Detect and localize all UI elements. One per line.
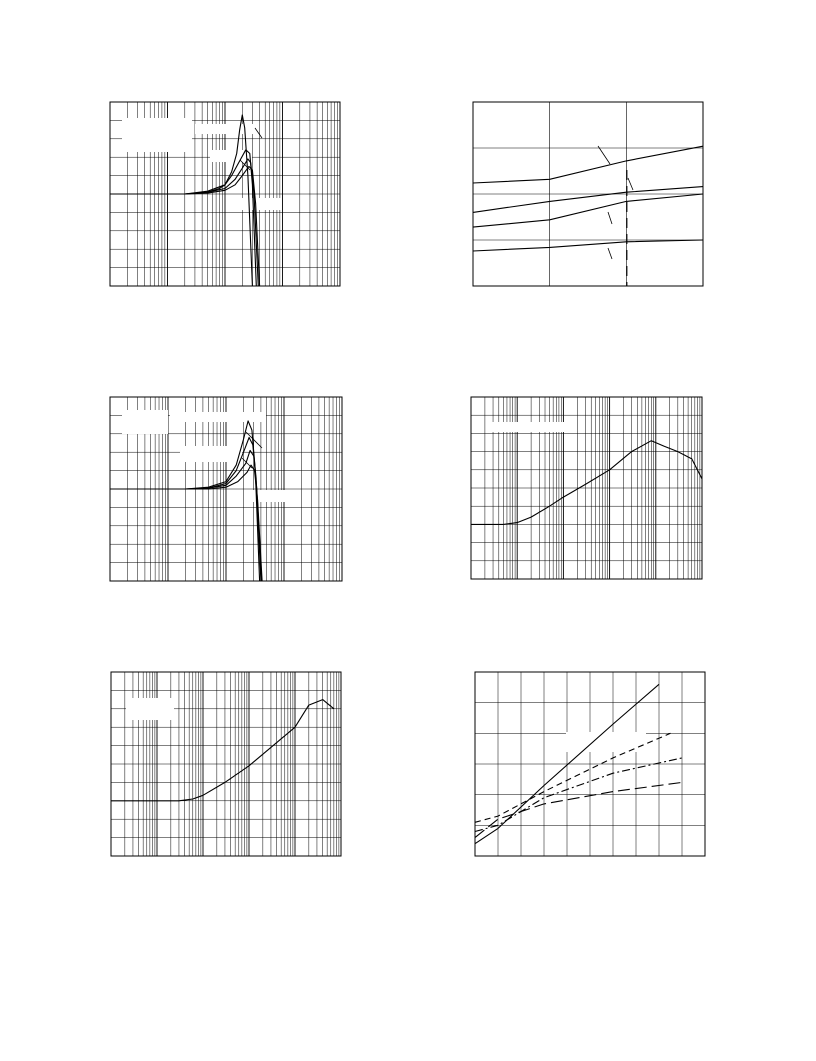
chart-6-grid	[475, 672, 705, 856]
chart-2-callout-arrow	[628, 178, 633, 190]
chart-4-series	[471, 441, 702, 525]
chart-1-label-box	[195, 124, 255, 134]
chart-5	[111, 672, 341, 856]
series-line-1	[473, 146, 703, 183]
series-line-1	[471, 441, 702, 525]
chart-2-grid	[473, 102, 703, 286]
chart-1-label-box	[210, 150, 252, 162]
chart-3-label-box	[246, 490, 286, 502]
series-line-4	[475, 782, 682, 837]
chart-4	[471, 397, 702, 579]
chart-3-label-box	[122, 410, 168, 434]
chart-2-callout-arrow	[598, 146, 610, 164]
chart-3	[110, 397, 342, 581]
chart-2	[473, 102, 703, 286]
series-line-3	[110, 159, 258, 286]
chart-3-series	[110, 421, 262, 581]
chart-3-label-box	[170, 412, 266, 422]
chart-6	[475, 672, 705, 856]
chart-2-callout-arrow	[608, 248, 612, 259]
chart-3-label-box	[180, 446, 242, 462]
chart-1	[110, 102, 340, 286]
series-line-4	[110, 465, 262, 581]
series-line-2	[110, 150, 256, 286]
series-line-1	[110, 421, 260, 581]
chart-1-label-box	[242, 198, 282, 210]
chart-5-label-box	[126, 698, 174, 720]
series-line-2	[473, 187, 703, 213]
series-line-3	[473, 194, 703, 227]
chart-2-series	[473, 146, 703, 251]
chart-1-label-box	[122, 118, 192, 152]
chart-1-callout-arrow	[255, 128, 262, 138]
series-line-4	[473, 240, 703, 251]
series-line-3	[110, 450, 262, 581]
chart-2-callout-arrow	[608, 212, 612, 224]
chart-4-label-box	[488, 422, 564, 432]
